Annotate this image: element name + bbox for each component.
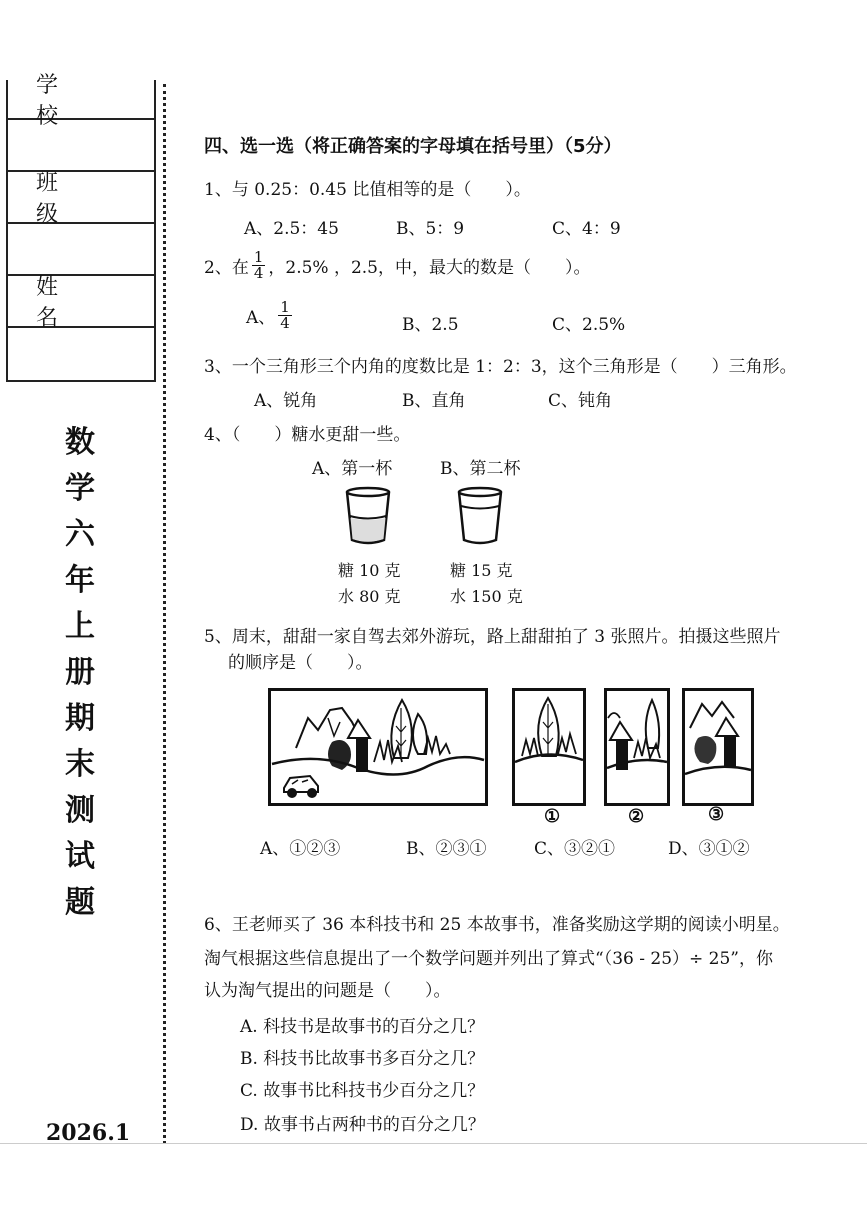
q2-option-a-label: A、 (246, 308, 276, 328)
frac-numerator: 1 (253, 248, 264, 266)
q1-stem: 1、与 0.25：0.45 比值相等的是（ ）。 (204, 180, 531, 200)
photo-3-label: ③ (708, 804, 725, 825)
q2-option-b[interactable]: B、2.5 (402, 315, 459, 335)
q4-stem: 4、（ ）糖水更甜一些。 (204, 425, 411, 445)
title-char: 上 (65, 609, 95, 644)
class-field[interactable] (8, 224, 154, 276)
name-field[interactable] (8, 328, 154, 380)
title-char: 六 (65, 517, 95, 552)
q6-line3: 认为淘气提出的问题是（ ）。 (204, 981, 451, 1001)
title-char: 期 (65, 701, 95, 736)
q6-line1: 6、王老师买了 36 本科技书和 25 本故事书，准备奖励这学期的阅读小明星。 (204, 915, 790, 935)
photo-3-image (682, 688, 754, 806)
section-heading: 四、选一选（将正确答案的字母填在括号里）（5分） (204, 136, 622, 157)
title-char: 数 (65, 425, 95, 460)
title-char: 测 (65, 793, 95, 828)
student-info-table (6, 73, 156, 382)
page-bottom-rule (0, 1143, 867, 1144)
school-label: 学 校 (8, 80, 154, 120)
q5-option-b[interactable]: B、②③① (406, 839, 487, 859)
title-char: 末 (65, 747, 95, 782)
title-char: 试 (65, 839, 95, 874)
exam-title (58, 420, 102, 926)
frac-denominator: 4 (253, 264, 264, 282)
q1-option-c[interactable]: C、4：9 (552, 219, 621, 239)
cup-a-water: 水 80 克 (338, 587, 401, 606)
q5-stem-line2: 的顺序是（ ）。 (228, 653, 373, 673)
q2-stem-prefix: 2、在 (204, 258, 249, 278)
photo-2-label: ② (628, 806, 645, 827)
title-char: 册 (65, 655, 95, 690)
q3-option-a[interactable]: A、锐角 (254, 391, 318, 411)
title-char: 年 (65, 563, 95, 598)
q1-option-a[interactable]: A、2.5：45 (244, 219, 339, 239)
title-char: 题 (65, 885, 95, 920)
photo-2-image (604, 688, 670, 806)
q3-option-b[interactable]: B、直角 (402, 391, 466, 411)
fraction-one-quarter (278, 300, 292, 331)
q6-option-b[interactable]: B. 科技书比故事书多百分之几？ (240, 1049, 485, 1069)
photo-1-image (512, 688, 586, 806)
q2-stem-suffix: ，2.5% ，2.5，中，最大的数是（ ）。 (268, 258, 591, 278)
fraction-one-quarter (252, 250, 266, 281)
q6-option-c[interactable]: C. 故事书比科技书少百分之几？ (240, 1081, 485, 1101)
title-char: 学 (65, 471, 95, 506)
cup-icon (344, 486, 392, 546)
cup-b-water: 水 150 克 (450, 587, 523, 606)
photo-1-label: ① (544, 806, 561, 827)
q4-option-b[interactable]: B、第二杯 (440, 459, 521, 479)
cut-line (163, 84, 166, 1144)
frac-numerator: 1 (280, 298, 290, 316)
q6-option-a[interactable]: A. 科技书是故事书的百分之几？ (240, 1017, 485, 1037)
cup-a-sugar: 糖 10 克 (338, 561, 401, 580)
class-label: 班 级 (8, 172, 154, 224)
q3-option-c[interactable]: C、钝角 (548, 391, 613, 411)
name-label: 姓 名 (8, 276, 154, 328)
q5-option-d[interactable]: D、③①② (668, 839, 750, 859)
q5-option-c[interactable]: C、③②① (534, 839, 616, 859)
q6-line2: 淘气根据这些信息提出了一个数学问题并列出了算式“（36 - 25）÷ 25”，你 (204, 949, 773, 969)
q2-stem (204, 250, 591, 281)
q2-option-a[interactable] (246, 300, 295, 331)
q2-option-c[interactable]: C、2.5% (552, 315, 626, 335)
q6-option-d[interactable]: D. 故事书占两种书的百分之几？ (240, 1115, 485, 1135)
landscape-scene-image (268, 688, 488, 806)
q5-option-a[interactable]: A、①②③ (260, 839, 341, 859)
q1-option-b[interactable]: B、5：9 (396, 219, 465, 239)
frac-denominator: 4 (280, 314, 290, 332)
q3-stem: 3、一个三角形三个内角的度数比是 1：2：3，这个三角形是（ ）三角形。 (204, 357, 797, 377)
q4-option-a[interactable]: A、第一杯 (312, 459, 393, 479)
q5-stem-line1: 5、周末，甜甜一家自驾去郊外游玩，路上甜甜拍了 3 张照片。拍摄这些照片 (204, 627, 781, 647)
exam-date: 2026.1 (46, 1120, 131, 1146)
cup-icon (456, 486, 504, 546)
cup-b-sugar: 糖 15 克 (450, 561, 513, 580)
